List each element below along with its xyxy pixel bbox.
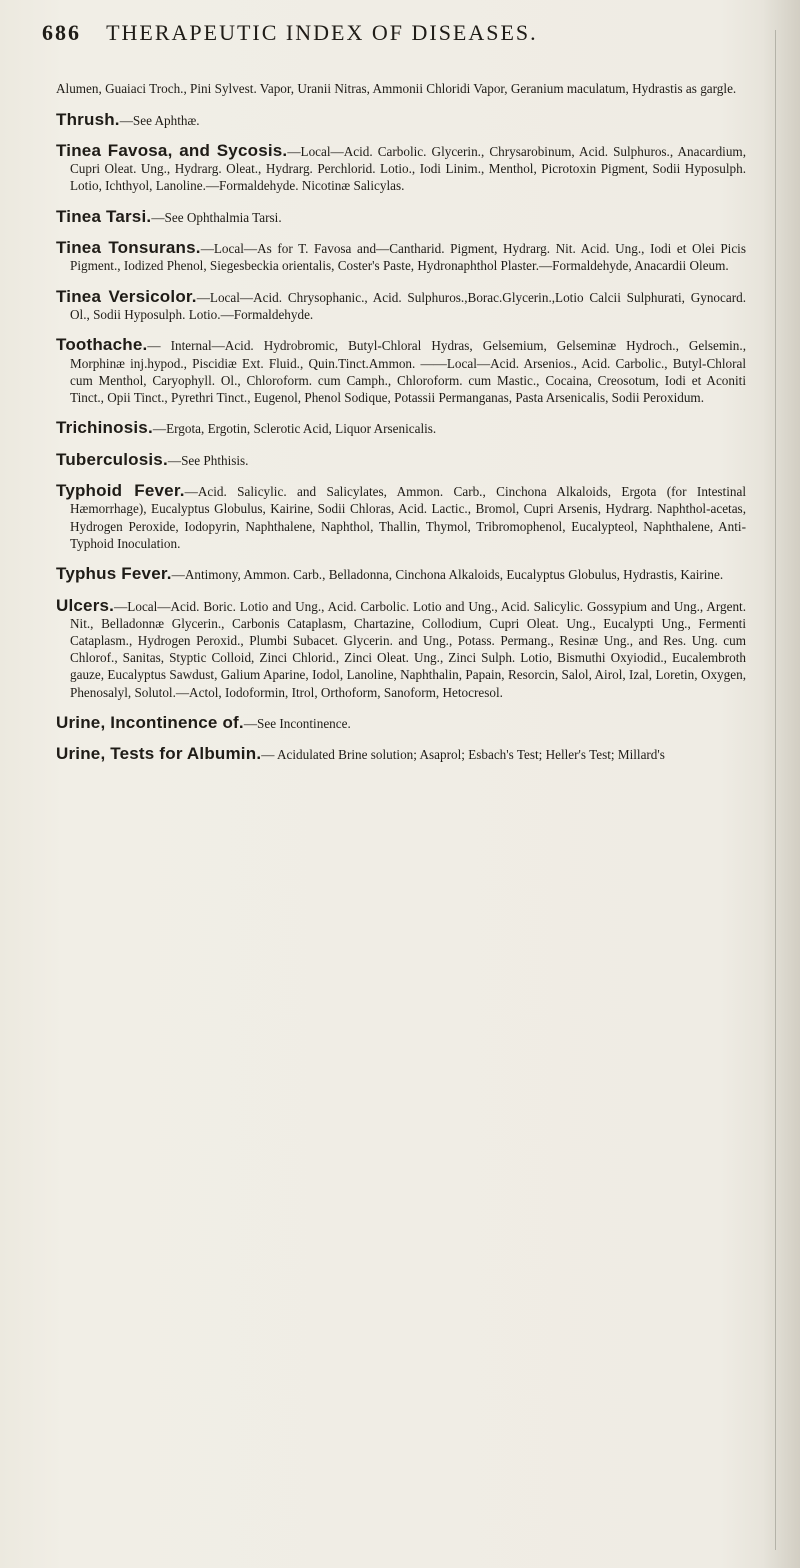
entry-text: —See Aphthæ. <box>119 112 200 128</box>
entry-text: —Ergota, Ergotin, Sclerotic Acid, Liquor Arsenicalis. <box>152 421 437 437</box>
running-title: THERAPEUTIC INDEX OF DISEASES. <box>106 20 538 45</box>
index-entry <box>56 419 746 437</box>
entry-heading: Ulcers. <box>56 595 115 615</box>
entry-heading: Tinea Favosa, and Sycosis. <box>56 140 288 160</box>
entry-text: —See Ophthalmia Tarsi. <box>151 209 282 225</box>
entry-heading: Typhus Fever. <box>56 564 172 584</box>
index-entries <box>56 66 746 768</box>
entry-heading: Trichinosis. <box>56 418 153 438</box>
index-entry <box>56 288 746 323</box>
index-entry <box>56 79 746 97</box>
entry-text: —See Phthisis. <box>167 452 249 468</box>
entry-text: —Antimony, Ammon. Carb., Belladonna, Cinchona Alkaloids, Eucalyptus Globulus, Hydrastis, Kairine. <box>171 567 724 583</box>
index-entry <box>56 336 746 406</box>
entry-heading: Urine, Tests for Albumin. <box>56 744 262 764</box>
entry-heading: Thrush. <box>56 109 120 129</box>
entry-text: —Local—Acid. Carbolic. Glycerin., Chrysarobinum, Acid. Sulphuros., Anacardium, Cupri Oleat. Ung., Hydrarg. Oleat., Hydrarg. Perchlorid. Lotio., Iodi Linim., Menthol, Picrotoxin Pigment, Sodii Hyposulph. Lotio, Ichthyol, Lanoline.—Formaldehyde. Nicotinæ Salicylas. <box>70 143 746 194</box>
entry-heading: Toothache. <box>56 335 148 355</box>
entry-text: — Internal—Acid. Hydrobromic, Butyl-Chloral Hydras, Gelsemium, Gelseminæ Hydroch., Gelsemin., Morphinæ inj.hypod., Piscidiæ Ext. Fluid., Quin.Tinct.Ammon. ——Local—Acid. Arsenios., Acid. Carbolic., Butyl-Chloral cum Menthol, Caryophyll. Ol., Chloroform. cum Camph., Chloroform. cum Mastic., Cocaina, Creosotum, Iodi et Aconiti Tinct., Opii Tinct., Pyrethri Tinct., Eugenol, Phenol Sodique, Potassii Permanganas, Pasta Arsenicalis, Sodii Peroxidum. <box>70 338 746 405</box>
entry-text: —See Incontinence. <box>243 715 351 731</box>
entry-heading: Urine, Incontinence of. <box>56 712 244 732</box>
entry-heading: Tinea Versicolor. <box>56 286 197 306</box>
index-entry <box>56 482 746 552</box>
page-header <box>42 20 742 50</box>
entry-text: —Local—Acid. Boric. Lotio and Ung., Acid. Carbolic. Lotio and Ung., Acid. Salicylic. Gossypium and Ung., Argent. Nit., Belladonnæ Glycerin., Carbonis Cataplasm, Chartazine, Collodium, Cupri Oleat. Ung., Eucalypti Ung., Fermenti Cataplasm., Hydrogen Peroxid., Plumbi Subacet. Glycerin. and Ung., Potass. Permang., Resinæ Ung., and Res. Ung. cum Chlorof., Sanitas, Styptic Colloid, Zinci Chlorid., Zinci Oleat. Ung., Zinci Sulph. Lotio, Bismuthi Oxyiodid., Eucalembroth gauze, Eucalyptus Sawdust, Galium Aparine, Iodol, Lanoline, Naphthalin, Papain, Resorcin, Salol, Airol, Izal, Loretin, Oxygen, Phenosalyl, Solutol.—Actol, Iodoformin, Itrol, Orthoform, Sanoform, Hetocresol. <box>70 598 746 700</box>
index-entry <box>56 745 746 763</box>
entry-text: —Local—Acid. Chrysophanic., Acid. Sulphuros.,Borac.Glycerin.,Lotio Calcii Sulphurati, Gynocard. Ol., Sodii Hyposulph. Lotio.—Formaldehyde. <box>70 289 746 322</box>
index-entry <box>56 208 746 226</box>
index-entry <box>56 714 746 732</box>
entry-text: —Acid. Salicylic. and Salicylates, Ammon. Carb., Cinchona Alkaloids, Ergota (for Intestinal Hæmorrhage), Eucalyptus Globulus, Kairine, Sodii Chloras, Acid. Lactic., Bromol, Cupri Arsenis, Hydrarg. Naphthol-acetas, Hydrogen Peroxide, Iodopyrin, Naphthalene, Naphthol, Thallin, Thymol, Tribromophenol, Eucalypteol, Naphthalene, Anti-Typhoid Inoculation. <box>70 484 746 551</box>
page-edge-shadow <box>764 0 800 1568</box>
index-entry <box>56 111 746 129</box>
index-entry <box>56 451 746 469</box>
index-entry <box>56 565 746 583</box>
page-number: 686 <box>42 20 81 45</box>
entry-heading: Tinea Tarsi. <box>56 206 152 226</box>
entry-heading: Tuberculosis. <box>56 449 168 469</box>
index-entry <box>56 239 746 274</box>
page-fold-line <box>775 30 776 1550</box>
index-entry <box>56 597 746 701</box>
entry-text: Alumen, Guaiaci Troch., Pini Sylvest. Vapor, Uranii Nitras, Ammonii Chloridi Vapor, Geranium maculatum, Hydrastis as gargle. <box>56 81 737 97</box>
index-entry <box>56 142 746 195</box>
entry-text: — Acidulated Brine solution; Asaprol; Esbach's Test; Heller's Test; Millard's <box>261 747 665 763</box>
entry-heading: Typhoid Fever. <box>56 481 185 501</box>
entry-text: —Local—As for T. Favosa and—Cantharid. Pigment, Hydrarg. Nit. Acid. Ung., Iodi et Olei Picis Pigment., Iodized Phenol, Siegesbeckia orientalis, Coster's Paste, Hydronaphthol Plaster.—Formaldehyde, Anacardii Oleum. <box>70 241 746 274</box>
entry-heading: Tinea Tonsurans. <box>56 238 201 258</box>
